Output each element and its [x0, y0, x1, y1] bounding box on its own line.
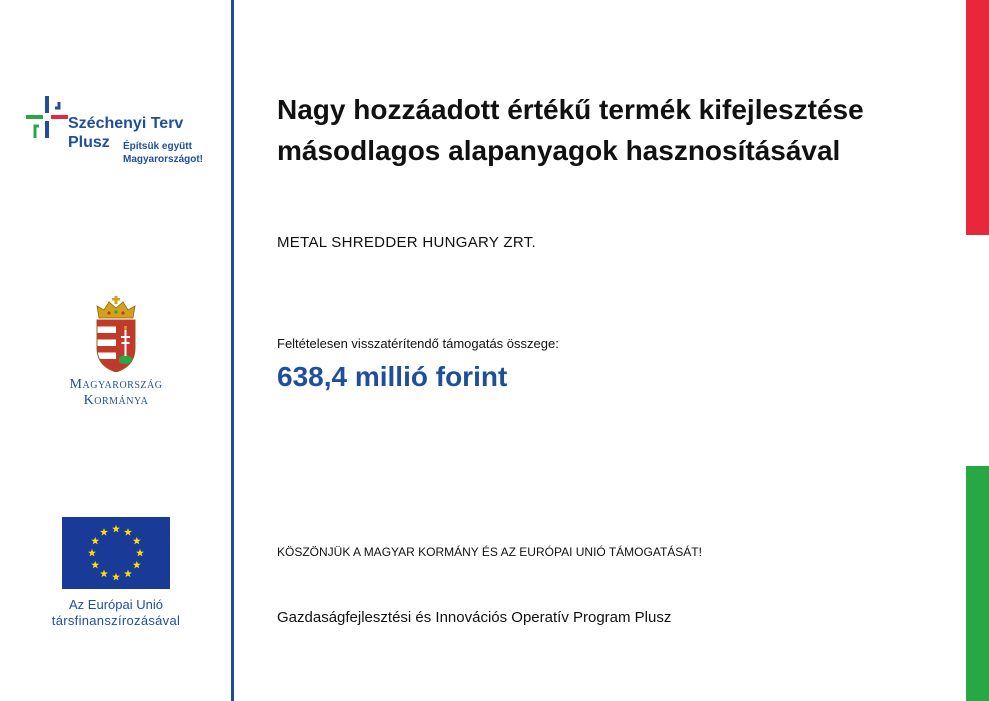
eu-caption-line-2: társfinanszírozásával [51, 613, 181, 628]
program-name: Gazdaságfejlesztési és Innovációs Operatív Program Plusz [277, 609, 672, 626]
support-amount: 638,4 millió forint [277, 361, 508, 392]
government-name-line-2: Kormánya [83, 393, 149, 408]
szechenyi-title: Széchenyi Terv [68, 115, 184, 132]
project-title: Nagy hozzáadott értékű termék kifejlesztése másodlagos alapanyagok hasznosításával [277, 94, 864, 166]
eu-caption-line-1: Az Európai Unió [69, 597, 163, 612]
vertical-divider [231, 0, 234, 701]
flag-stripe-red [966, 0, 989, 235]
szechenyi-terv-logo [26, 96, 216, 176]
thanks-note: KÖSZÖNJÜK A MAGYAR KORMÁNY ÉS AZ EURÓPAI UNIÓ TÁMOGATÁSÁT! [277, 545, 702, 559]
government-name-line-1: Magyarország [69, 377, 163, 392]
szechenyi-tagline-2: Magyarországot! [123, 154, 204, 165]
eu-flag-icon [62, 517, 170, 589]
szechenyi-plusz: Plusz [68, 134, 110, 151]
szechenyi-tagline-1: Építsük együtt [123, 141, 192, 152]
flag-stripe-green [966, 466, 989, 701]
hungarian-coat-of-arms-icon [93, 296, 139, 372]
support-amount-label: Feltételesen visszatérítendő támogatás összege: [277, 336, 559, 351]
szechenyi-tagline [123, 140, 203, 166]
cross-arrows-icon [26, 96, 68, 140]
company-name: METAL SHREDDER HUNGARY ZRT. [277, 234, 536, 251]
